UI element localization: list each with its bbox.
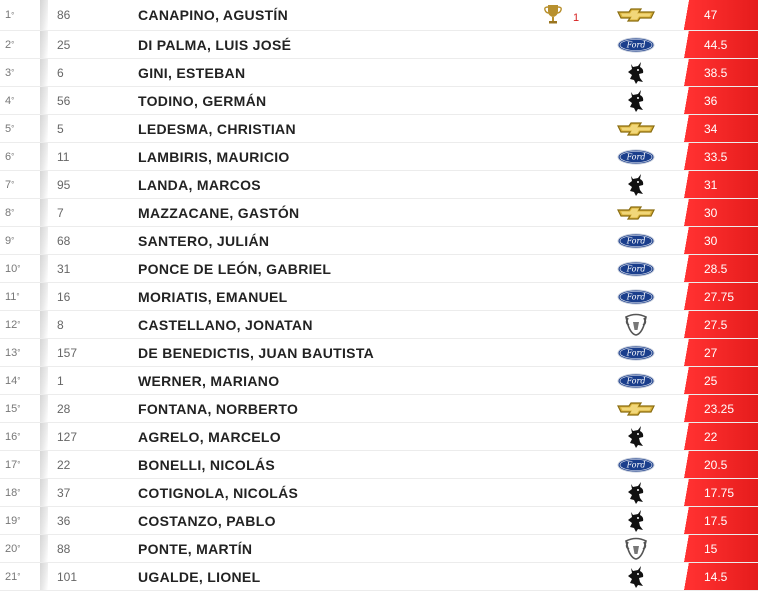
svg-text:Ford: Ford (626, 292, 646, 302)
row-divider (40, 479, 48, 506)
table-row (0, 143, 758, 171)
torino-bull-logo-icon (625, 173, 647, 197)
brand-logo (617, 227, 655, 254)
car-number-cell: 6 (57, 65, 64, 80)
table-row (0, 563, 758, 591)
brand-logo (617, 255, 655, 282)
row-divider (40, 283, 48, 310)
svg-text:Ford: Ford (626, 236, 646, 246)
points-cell: 14.5 (691, 563, 758, 590)
driver-name-cell: MAZZACANE, GASTÓN (138, 204, 300, 221)
row-divider (40, 143, 48, 170)
driver-name-cell: MORIATIS, EMANUEL (138, 288, 288, 305)
row-divider (40, 507, 48, 534)
points-cell: 22 (691, 423, 758, 450)
position-cell: 2 ° (5, 38, 15, 51)
car-number-cell: 86 (57, 8, 71, 22)
points-cell: 23.25 (691, 395, 758, 422)
brand-logo (617, 563, 655, 590)
points-cell: 25 (691, 367, 758, 394)
brand-logo (617, 115, 655, 142)
position-cell: 11 ° (5, 290, 20, 303)
position-cell: 13 ° (5, 346, 21, 359)
car-number-cell: 95 (57, 177, 71, 192)
chevrolet-logo-icon (617, 121, 655, 137)
car-number-cell: 16 (57, 289, 71, 304)
torino-bull-logo-icon (625, 481, 647, 505)
position-cell: 8 ° (5, 206, 15, 219)
row-divider (40, 339, 48, 366)
position-cell: 21 ° (5, 570, 21, 583)
svg-text:Ford: Ford (626, 40, 646, 50)
brand-logo (617, 339, 655, 366)
position-cell: 9 ° (5, 234, 15, 247)
torino-bull-logo-icon (625, 89, 647, 113)
car-number-cell: 8 (57, 317, 64, 332)
driver-name-cell: TODINO, GERMÁN (138, 92, 267, 109)
car-number-cell: 25 (57, 37, 71, 52)
points-cell: 34 (691, 115, 758, 142)
car-number-cell: 11 (57, 149, 70, 164)
position-cell: 16 ° (5, 430, 21, 443)
chevrolet-logo-icon (617, 205, 655, 221)
table-row (0, 311, 758, 339)
torino-bull-logo-icon (625, 565, 647, 589)
car-number-cell: 68 (57, 233, 71, 248)
car-number-cell: 157 (57, 345, 78, 360)
row-divider (40, 171, 48, 198)
table-row (0, 0, 758, 31)
driver-name-cell: DE BENEDICTIS, JUAN BAUTISTA (138, 344, 375, 361)
car-number-cell: 7 (57, 205, 64, 220)
row-divider (40, 451, 48, 478)
svg-text:Ford: Ford (626, 376, 646, 386)
points-cell: 44.5 (691, 31, 758, 58)
dodge-ram-logo-icon (623, 537, 649, 561)
position-cell: 6 ° (5, 150, 15, 163)
driver-name-cell: GINI, ESTEBAN (138, 64, 246, 81)
car-number-cell: 31 (57, 261, 71, 276)
points-cell: 27 (691, 339, 758, 366)
table-row (0, 479, 758, 507)
brand-logo (617, 367, 655, 394)
points-cell: 17.75 (691, 479, 758, 506)
svg-text:Ford: Ford (626, 152, 646, 162)
driver-name-cell: FONTANA, NORBERTO (138, 400, 299, 417)
row-divider (40, 199, 48, 226)
row-divider (40, 115, 48, 142)
row-divider (40, 535, 48, 562)
driver-name-cell: DI PALMA, LUIS JOSÉ (138, 36, 292, 53)
svg-text:Ford: Ford (626, 460, 646, 470)
position-cell: 5 ° (5, 122, 15, 135)
position-cell: 3 ° (5, 66, 15, 79)
row-divider (40, 227, 48, 254)
table-row (0, 283, 758, 311)
points-cell: 31 (691, 171, 758, 198)
torino-bull-logo-icon (625, 509, 647, 533)
position-cell: 14 ° (5, 374, 21, 387)
driver-name-cell: BONELLI, NICOLÁS (138, 456, 276, 473)
points-cell: 27.5 (691, 311, 758, 338)
table-row (0, 367, 758, 395)
row-divider (40, 423, 48, 450)
driver-name-cell: PONTE, MARTÍN (138, 540, 253, 557)
row-divider (40, 31, 48, 58)
points-cell: 33.5 (691, 143, 758, 170)
points-cell: 36 (691, 87, 758, 114)
driver-name-cell: WERNER, MARIANO (138, 372, 280, 389)
points-cell: 20.5 (691, 451, 758, 478)
position-cell: 15 ° (5, 402, 21, 415)
table-row (0, 227, 758, 255)
driver-name-cell: LAMBIRIS, MAURICIO (138, 148, 290, 165)
brand-logo (617, 171, 655, 198)
car-number-cell: 101 (57, 569, 78, 584)
brand-logo (617, 395, 655, 422)
driver-name-cell: SANTERO, JULIÁN (138, 232, 270, 249)
car-number-cell: 56 (57, 93, 71, 108)
ford-logo-icon (617, 261, 655, 277)
points-cell: 28.5 (691, 255, 758, 282)
points-cell: 17.5 (691, 507, 758, 534)
row-divider (40, 0, 48, 30)
brand-logo (617, 0, 655, 30)
chevrolet-logo-icon (617, 401, 655, 417)
table-row (0, 59, 758, 87)
table-row (0, 31, 758, 59)
position-cell: 17 ° (5, 458, 21, 471)
position-cell: 7 ° (5, 178, 15, 191)
points-cell: 30 (691, 227, 758, 254)
driver-name-cell: LEDESMA, CHRISTIAN (138, 120, 296, 137)
row-divider (40, 59, 48, 86)
brand-logo (617, 143, 655, 170)
brand-logo (617, 535, 655, 562)
car-number-cell: 5 (57, 121, 64, 136)
driver-name-cell: COTIGNOLA, NICOLÁS (138, 484, 299, 501)
brand-logo (617, 479, 655, 506)
wins-count: 1 (573, 12, 580, 24)
dodge-ram-logo-icon (623, 313, 649, 337)
points-cell: 38.5 (691, 59, 758, 86)
table-row (0, 423, 758, 451)
position-cell: 19 ° (5, 514, 21, 527)
position-cell: 1 ° (5, 9, 15, 21)
ford-logo-icon (617, 149, 655, 165)
row-divider (40, 367, 48, 394)
car-number-cell: 36 (57, 513, 71, 528)
car-number-cell: 37 (57, 485, 71, 500)
ford-logo-icon (617, 345, 655, 361)
table-row (0, 451, 758, 479)
ford-logo-icon (617, 289, 655, 305)
row-divider (40, 255, 48, 282)
ford-logo-icon (617, 37, 655, 53)
ford-logo-icon (617, 373, 655, 389)
driver-name-cell: LANDA, MARCOS (138, 176, 261, 193)
points-cell: 47 (691, 0, 758, 30)
chevrolet-logo-icon (617, 7, 655, 23)
table-row (0, 535, 758, 563)
table-row (0, 395, 758, 423)
driver-name-cell: AGRELO, MARCELO (138, 428, 281, 445)
driver-name-cell: UGALDE, LIONEL (138, 568, 261, 585)
driver-name-cell: CASTELLANO, JONATAN (138, 316, 313, 333)
row-divider (40, 311, 48, 338)
row-divider (40, 563, 48, 590)
row-divider (40, 395, 48, 422)
car-number-cell: 1 (57, 373, 64, 388)
ford-logo-icon (617, 233, 655, 249)
brand-logo (617, 59, 655, 86)
position-cell: 18 ° (5, 486, 21, 499)
brand-logo (617, 283, 655, 310)
table-row (0, 507, 758, 535)
brand-logo (617, 423, 655, 450)
brand-logo (617, 507, 655, 534)
car-number-cell: 127 (57, 429, 78, 444)
driver-name-cell: PONCE DE LEÓN, GABRIEL (138, 260, 332, 277)
table-row (0, 87, 758, 115)
brand-logo (617, 311, 655, 338)
position-cell: 10 ° (5, 262, 21, 275)
trophy-icon (544, 3, 562, 25)
driver-name-cell: CANAPINO, AGUSTÍN (138, 7, 289, 23)
table-row (0, 199, 758, 227)
svg-text:Ford: Ford (626, 348, 646, 358)
torino-bull-logo-icon (625, 425, 647, 449)
position-cell: 12 ° (5, 318, 21, 331)
table-row (0, 255, 758, 283)
brand-logo (617, 87, 655, 114)
position-cell: 20 ° (5, 542, 21, 555)
brand-logo (617, 451, 655, 478)
points-cell: 15 (691, 535, 758, 562)
car-number-cell: 28 (57, 401, 71, 416)
svg-text:Ford: Ford (626, 264, 646, 274)
ford-logo-icon (617, 457, 655, 473)
torino-bull-logo-icon (625, 61, 647, 85)
table-row (0, 171, 758, 199)
position-cell: 4 ° (5, 94, 15, 107)
table-row (0, 339, 758, 367)
points-cell: 27.75 (691, 283, 758, 310)
brand-logo (617, 31, 655, 58)
table-row (0, 115, 758, 143)
row-divider (40, 87, 48, 114)
brand-logo (617, 199, 655, 226)
car-number-cell: 88 (57, 541, 71, 556)
driver-name-cell: COSTANZO, PABLO (138, 512, 276, 529)
points-cell: 30 (691, 199, 758, 226)
car-number-cell: 22 (57, 457, 71, 472)
